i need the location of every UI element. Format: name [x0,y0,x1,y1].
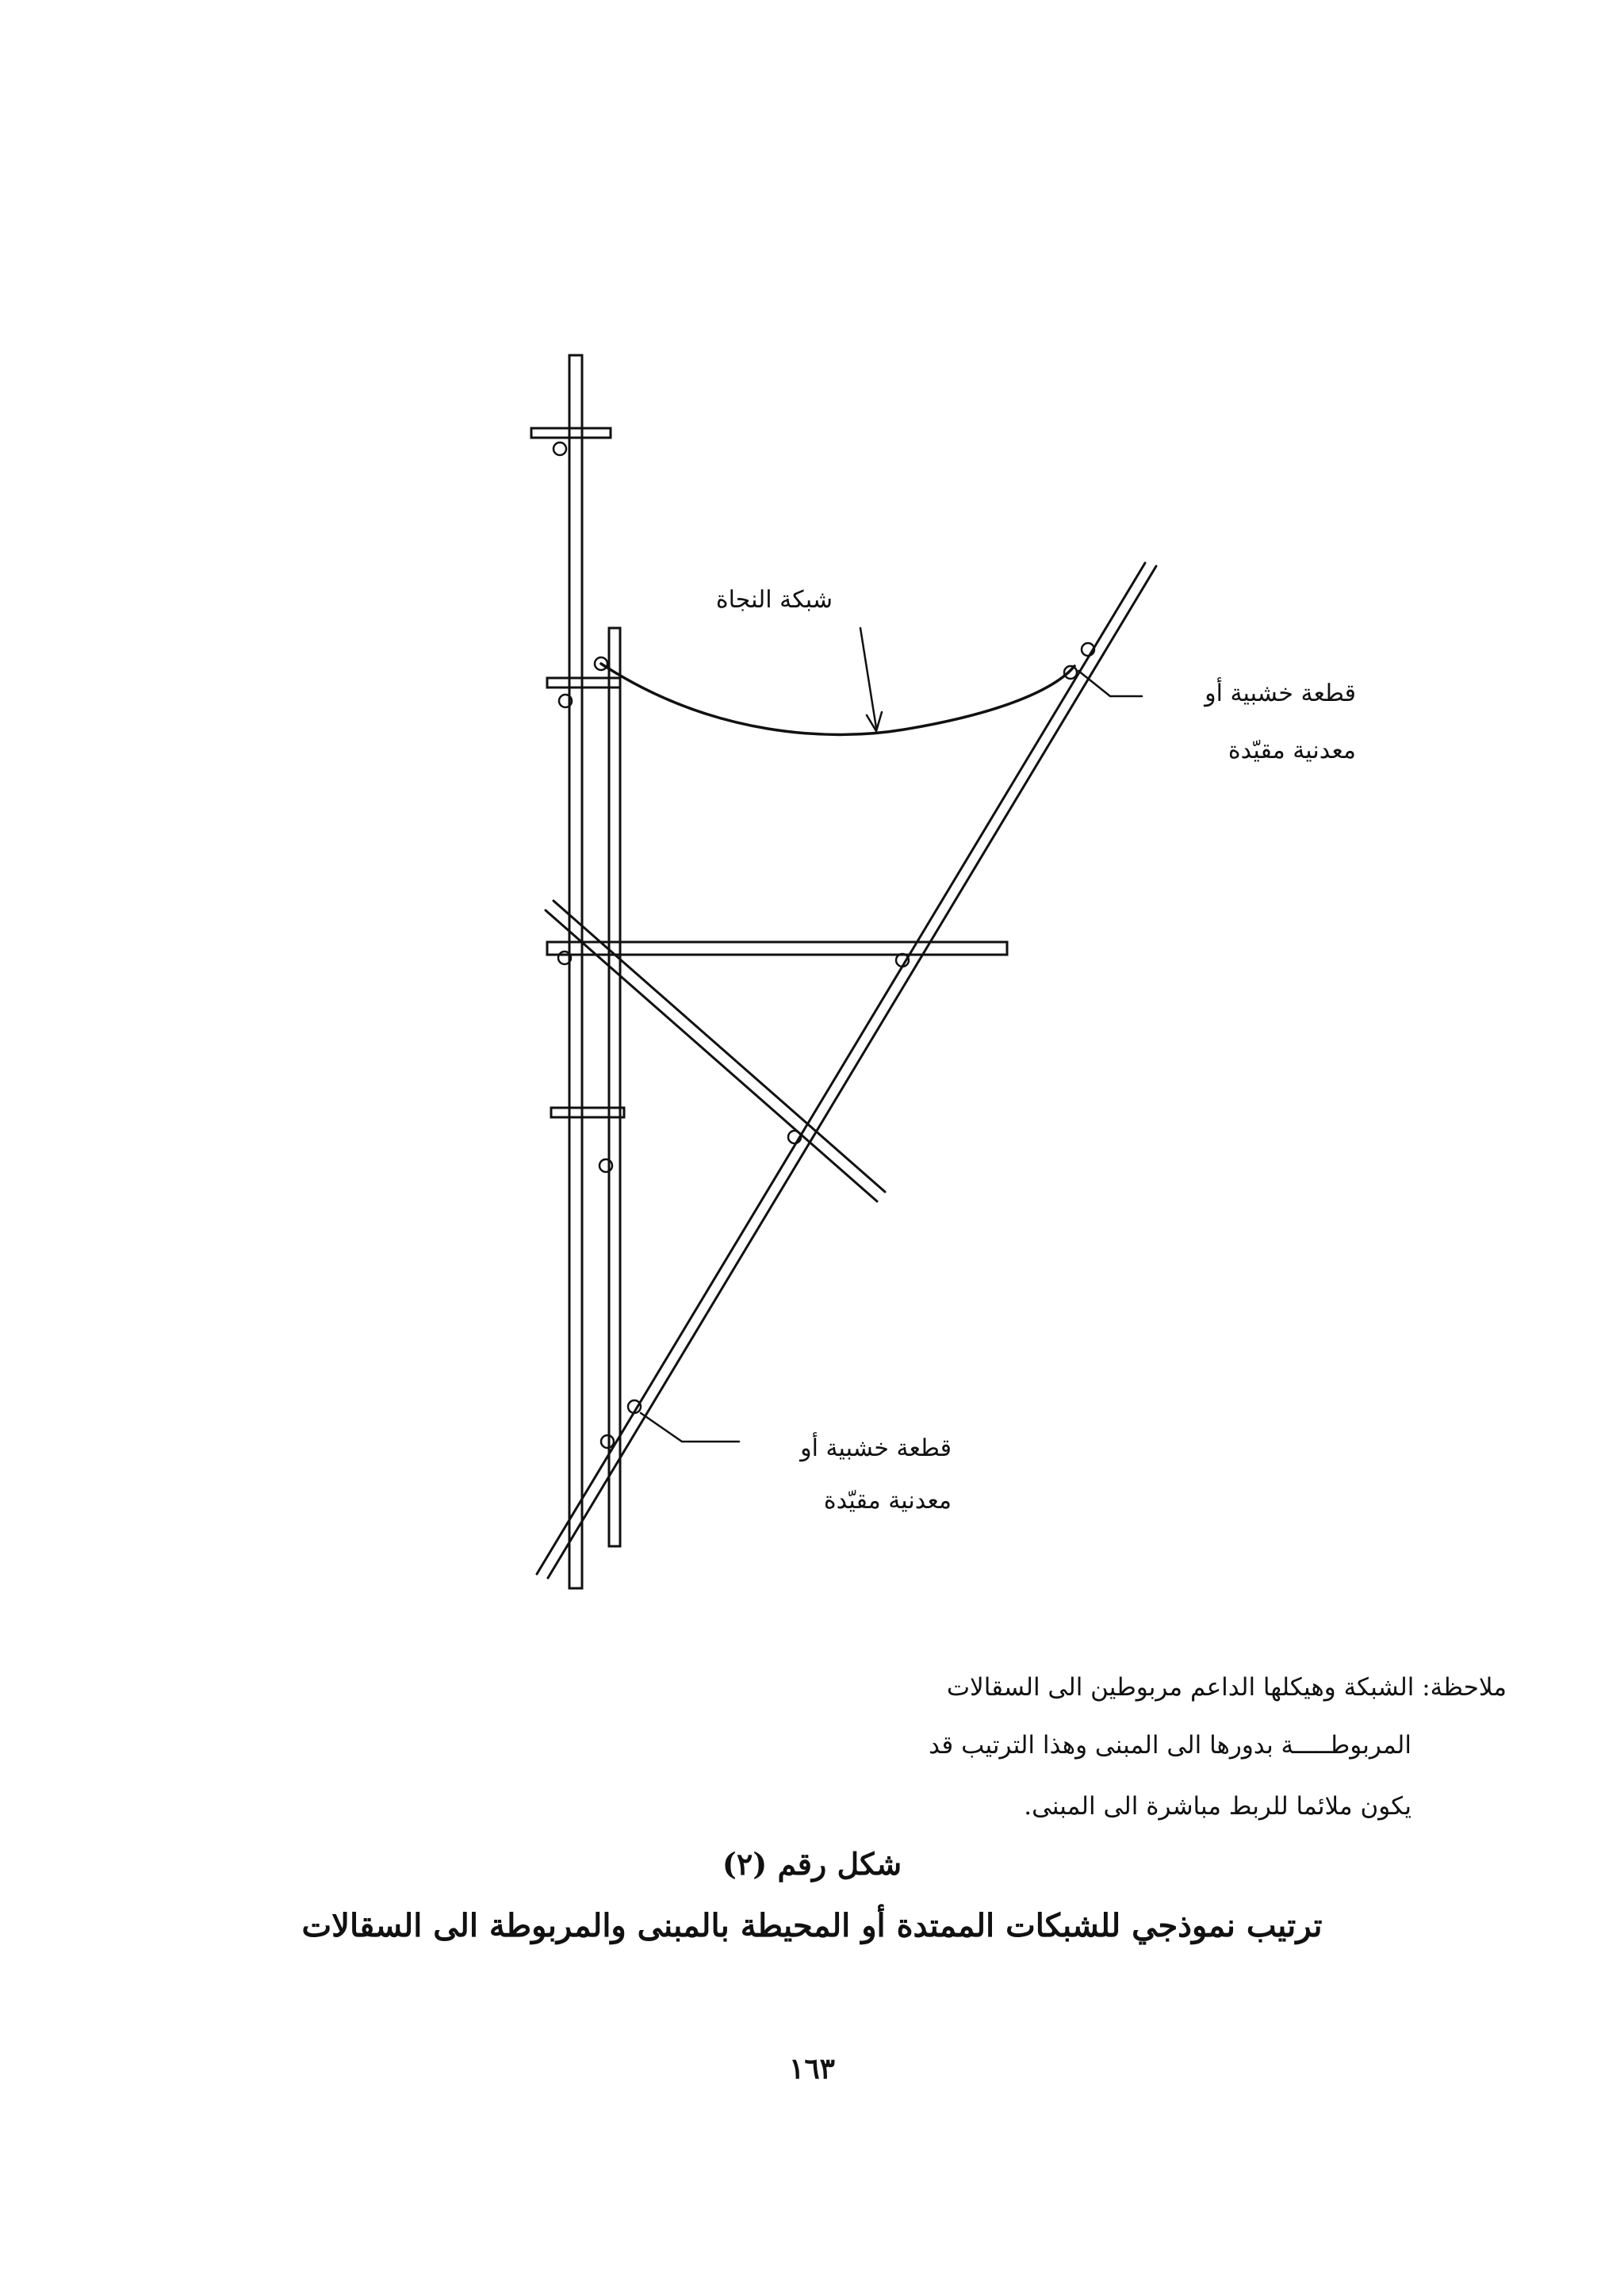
transom-top [531,428,611,438]
coupler [601,1435,614,1448]
clamp-label-top-line2: معدنية مقيّدة [1228,737,1356,764]
safety-net-curve [601,664,1074,734]
clamp-leader-bottom [641,1413,739,1442]
long-diagonal-brace [537,563,1156,1578]
figure-title: شكل رقم (٢) [722,1846,902,1882]
net-label: شبكة النجاة [715,586,833,614]
clamp-label-bottom-line1: قطعة خشبية أو [800,1434,952,1462]
note-line-2: المربوطـــــة بدورها الى المبنى وهذا الترتيب قد [929,1731,1411,1760]
coupler [1064,666,1077,679]
clamp-label-top-line1: قطعة خشبية أو [1205,680,1356,707]
inner-vertical-pole [609,628,620,1546]
clamp-label-bottom-line2: معدنية مقيّدة [823,1487,952,1515]
short-diagonal-brace [546,901,885,1201]
note-line-1: ملاحظة: الشبكة وهيكلها الداعم مربوطين الى السقالات [946,1673,1507,1702]
transom-fourth [551,1108,624,1117]
note-line-3: يكون ملائما للربط مباشرة الى المبنى. [1024,1792,1411,1821]
horizontal-ledger [547,942,1007,955]
coupler [553,442,566,455]
net-label-arrow [860,628,882,731]
coupler [599,1159,612,1172]
main-vertical-pole [569,355,582,1588]
page-number: ١٦٣ [788,2052,835,2085]
clamp-leader-top [1078,671,1142,696]
figure-caption: ترتيب نموذجي للشبكات الممتدة أو المحيطة بالمبنى والمربوطة الى السقالات [301,1907,1323,1944]
